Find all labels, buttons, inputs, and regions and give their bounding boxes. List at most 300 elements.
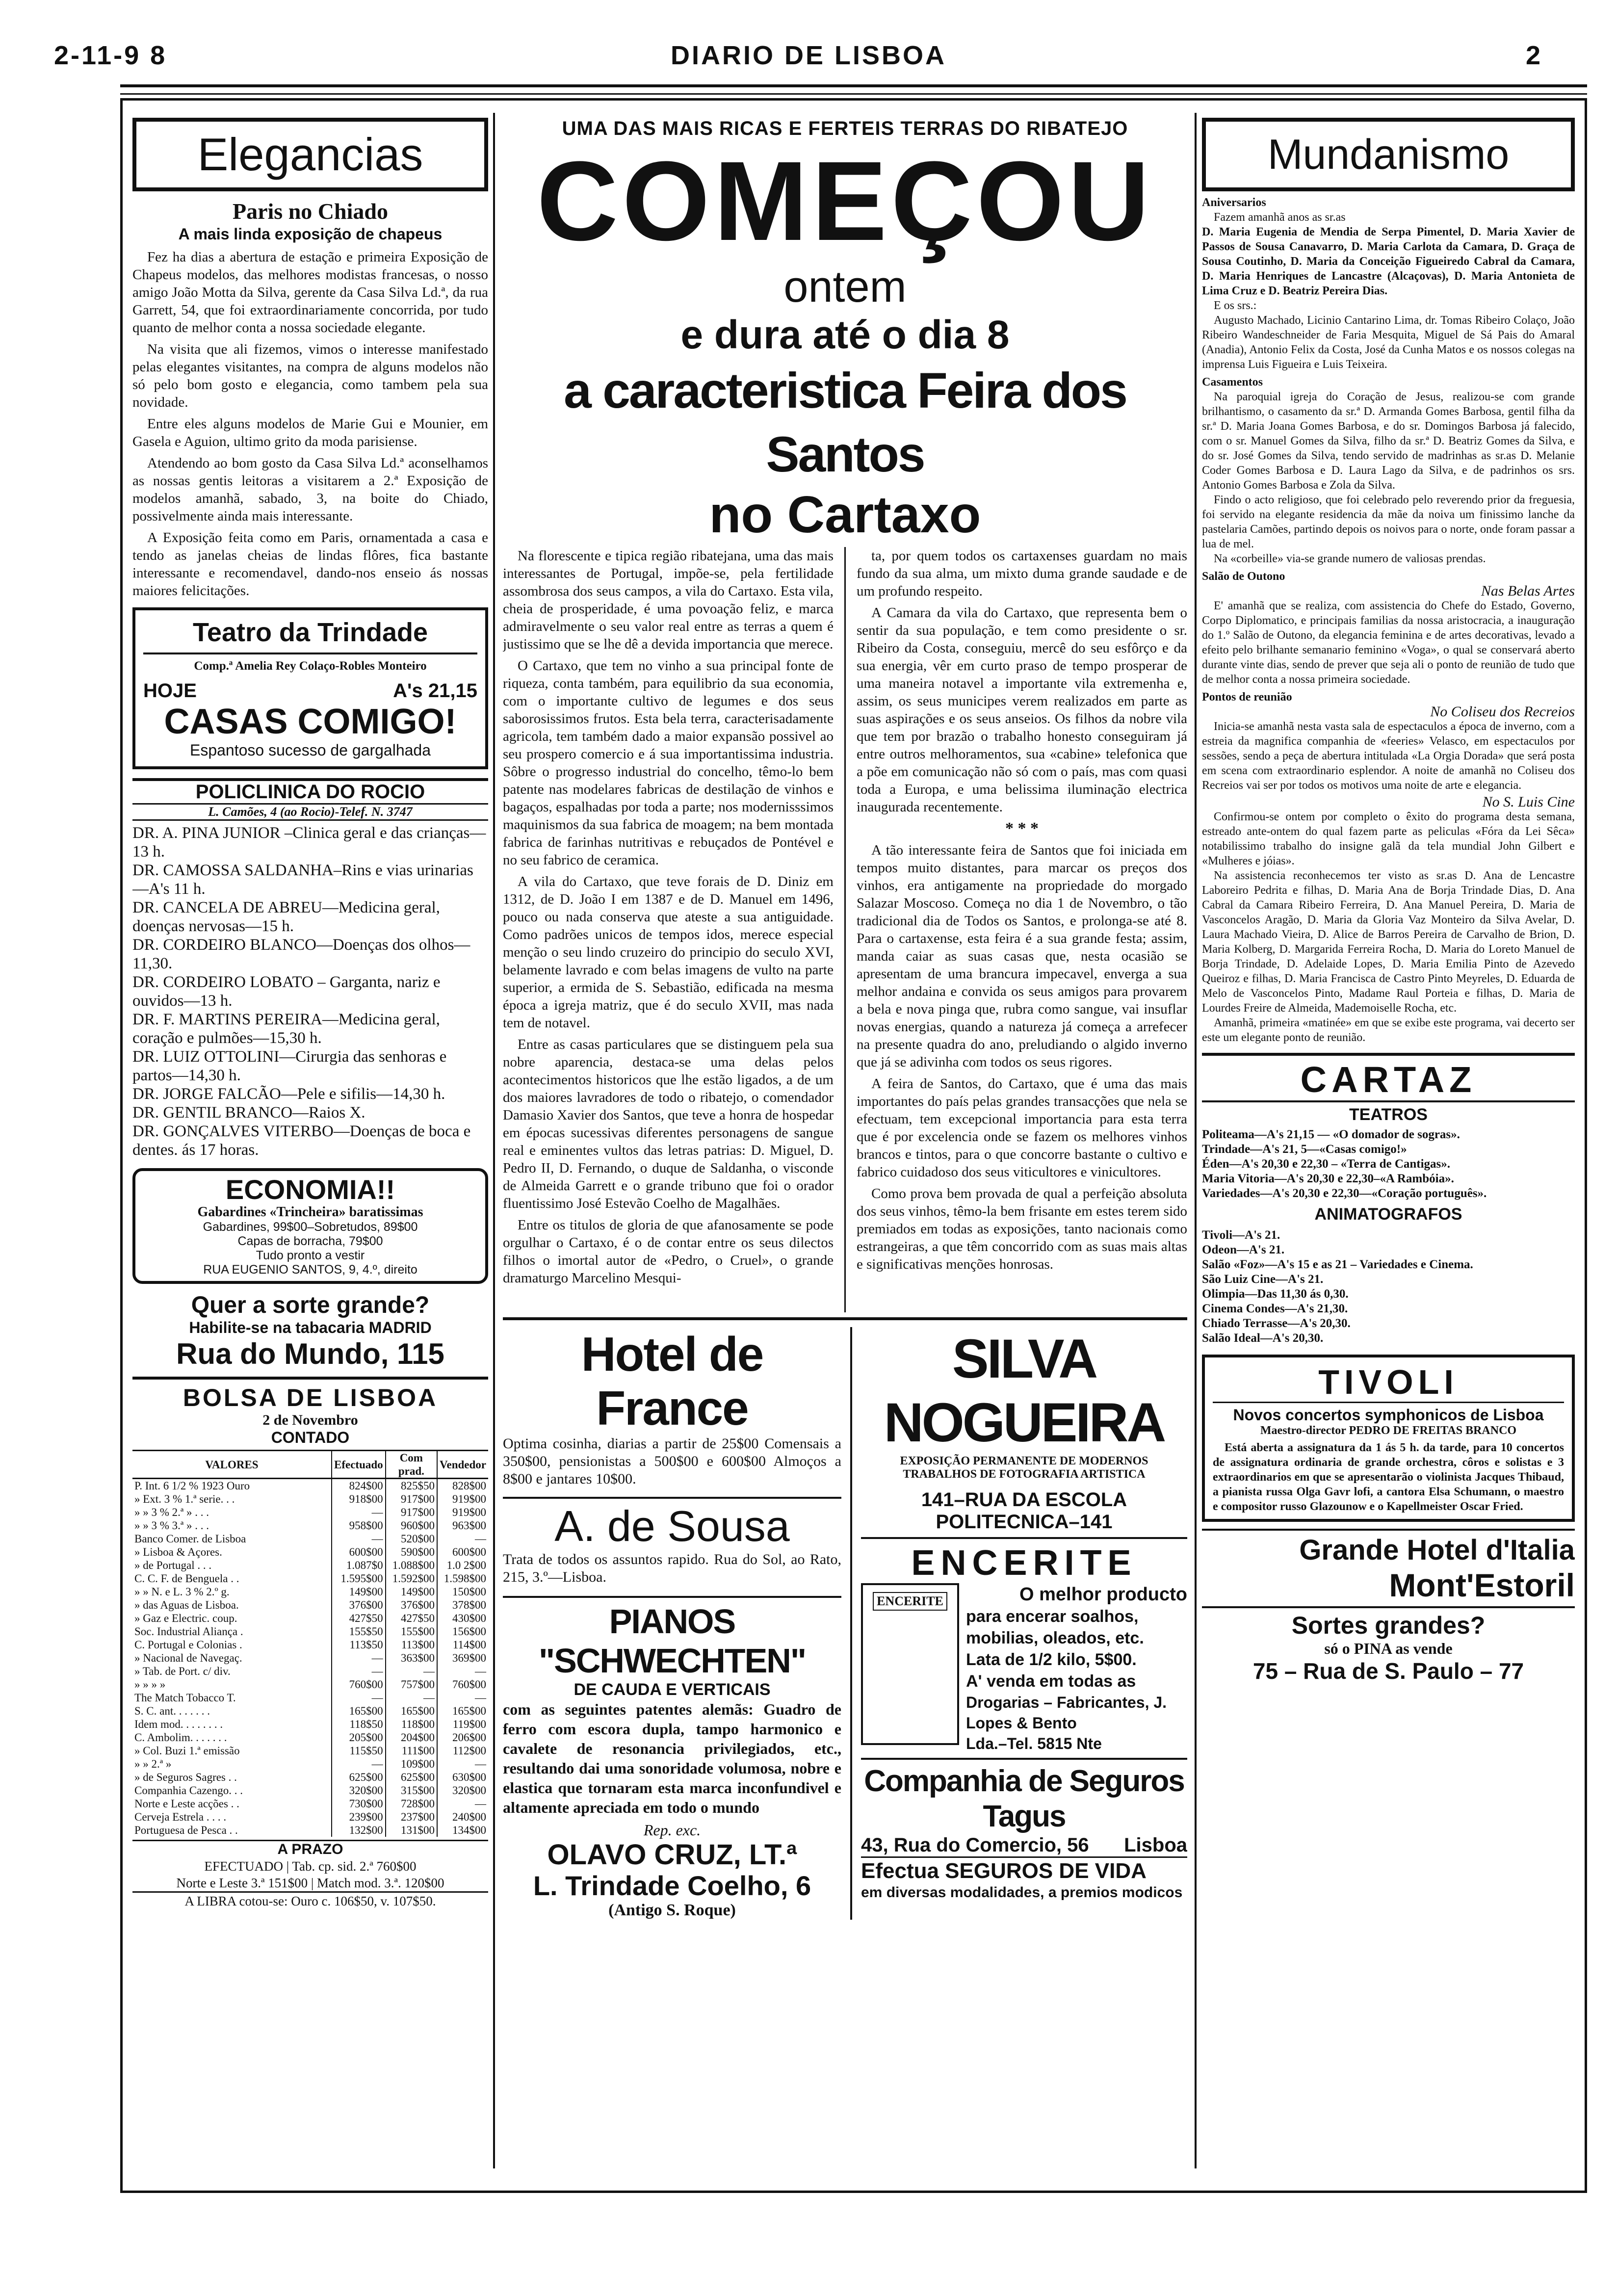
bolsa-price: 112$00	[437, 1744, 488, 1757]
casamentos-head: Casamentos	[1202, 376, 1263, 389]
bolsa-price: 1.0 2$00	[437, 1559, 488, 1572]
bolsa-price: —	[332, 1757, 386, 1771]
bolsa-price: 132$00	[332, 1824, 386, 1837]
doctor-entry: DR. LUIZ OTTOLINI—Cirurgia das senhoras e partos—14,30 h.	[132, 1048, 447, 1084]
newspaper-title: DIARIO DE LISBOA	[670, 41, 947, 70]
pontos-sub: No Coliseu dos Recreios	[1430, 704, 1575, 720]
anim-entry: Olimpia—Das 11,30 ás 0,30.	[1202, 1287, 1349, 1301]
cartaxo-paragraph: A vila do Cartaxo, que teve forais de D. Diniz em 1312, de D. João I em 1387 e de D. Manuel em 1496, pouco ou nada conserva que ateste a sua antiguidade. Como padrões unicos de tempos idos, merece especial menção o seu lindo cruzeiro do principio do seculo XVI, belamente lavrado e com belas imagens de vulto na parte superior, a ermida de S. Sebastião, edificada na mesma época a igreja matriz, que é do seculo XVII, mas nada tem de notavel.	[503, 874, 834, 1031]
masthead-rule	[120, 84, 1587, 87]
bolsa-price: —	[437, 1665, 488, 1678]
cartaxo-col-2	[857, 547, 1187, 1312]
encerite-can-image	[861, 1583, 959, 1745]
silva-nogueira-ad	[861, 1327, 1187, 1539]
casamentos-text: Na «corbeille» via-se grande numero de valiosas prendas.	[1214, 552, 1486, 565]
bolsa-price: 206$00	[437, 1731, 488, 1744]
bolsa-libra: A LIBRA cotou-se: Ouro c. 106$50, v. 107$50.	[132, 1891, 488, 1909]
bolsa-price: 149$00	[332, 1585, 386, 1598]
sousa-body: Trata de todos os assuntos rapido. Rua do Sol, ao Rato, 215, 3.º—Lisboa.	[503, 1551, 841, 1585]
bolsa-price: 237$00	[386, 1810, 437, 1824]
trindade-ad	[132, 607, 488, 769]
issue-date: 2-11-9 8	[54, 41, 167, 70]
elegancias-paragraph: Fez ha dias a abertura de estação e primeira Exposição de Chapeus modelos, das melhores modistas francesas, o nosso amigo João Motta da Silva, gerente da Casa Silva Ld.ª, da rua Garrett, 54, que foi extraordinariamente concorrida, por tudo quanto de melhor conta a nossa sociedade elegante.	[132, 249, 488, 336]
bolsa-price: 376$00	[332, 1598, 386, 1612]
bolsa-security: C. Portugal e Colonias .	[134, 1639, 242, 1651]
tagus-address-row	[861, 1834, 1187, 1858]
bolsa-price: 165$00	[386, 1704, 437, 1718]
bolsa-price: 520$00	[386, 1532, 437, 1545]
bolsa-row	[132, 1532, 488, 1545]
cine-sub: No S. Luis Cine	[1482, 794, 1575, 810]
cartaxo-headline-3: e dura até o dia 8	[680, 313, 1010, 357]
bolsa-security: Companhia Cazengo. . .	[134, 1784, 243, 1797]
bolsa-price: 828$00	[437, 1479, 488, 1493]
bolsa-security: » » N. e L. 3 % 2.º g.	[134, 1586, 230, 1598]
bolsa-header: VALORES	[132, 1451, 332, 1479]
bolsa-price: 1.598$00	[437, 1572, 488, 1585]
bolsa-price: 156$00	[437, 1625, 488, 1638]
bolsa-price: 315$00	[386, 1784, 437, 1797]
bolsa-price: 625$00	[386, 1771, 437, 1784]
casamentos-text: Findo o acto religioso, que foi celebrado pelo reverendo prior da freguesia, foi servido na elegante residencia da mãe da noiva um finissimo lanche da pastelaria Camões, partindo depois os noivos para o norte, onde foram passar a lua de mel.	[1202, 494, 1575, 550]
cartaz-section	[1202, 1053, 1575, 1346]
bolsa-row	[132, 1757, 488, 1771]
bolsa-price: 630$00	[437, 1771, 488, 1784]
bolsa-price: 825$50	[386, 1479, 437, 1493]
bolsa-price: 917$00	[386, 1492, 437, 1506]
bolsa-row	[132, 1585, 488, 1598]
bolsa-price: 958$00	[332, 1519, 386, 1532]
bolsa-price: 109$00	[386, 1757, 437, 1771]
column-rule-left	[493, 113, 495, 2168]
encerite-line: Lda.–Tel. 5815 Nte	[966, 1735, 1102, 1752]
sortes-line-3: 75 – Rua de S. Paulo – 77	[1252, 1658, 1524, 1684]
grande-hotel-line-1: Grande Hotel d'Italia	[1299, 1534, 1575, 1566]
encerite-line: para encerar soalhos,	[966, 1607, 1139, 1626]
cartaxo-body	[503, 547, 1187, 1312]
anim-entry: Salão Ideal—A's 20,30.	[1202, 1331, 1324, 1345]
cartaz-title: CARTAZ	[1202, 1059, 1575, 1102]
elegancias-subhead: Paris no Chiado	[233, 199, 388, 224]
anim-entry: Chiado Terrasse—A's 20,30.	[1202, 1317, 1351, 1330]
bolsa-price: 118$50	[332, 1718, 386, 1731]
anniv-head: Aniversarios	[1202, 196, 1266, 209]
bolsa-row	[132, 1784, 488, 1797]
bolsa-header: Com prad.	[386, 1451, 437, 1479]
bolsa-price: —	[437, 1532, 488, 1545]
bolsa-price: —	[332, 1691, 386, 1704]
sorte-line-2: Habilite-se na tabacaria MADRID	[189, 1319, 432, 1336]
bolsa-header: Vendedor	[437, 1451, 488, 1479]
bolsa-price: 378$00	[437, 1598, 488, 1612]
bolsa-price: 760$00	[332, 1678, 386, 1691]
silva-sub-2: TRABALHOS DE FOTOGRAFIA ARTISTICA	[903, 1468, 1146, 1481]
policlinica-title: POLICLINICA DO ROCIO	[132, 778, 488, 805]
encerite-line: Lata de 1/2 kilo, 5$00.	[966, 1650, 1137, 1669]
bolsa-price: —	[332, 1532, 386, 1545]
bolsa-security: Banco Comer. de Lisboa	[134, 1533, 246, 1545]
tagus-addr: 43, Rua do Comercio, 56	[861, 1834, 1089, 1856]
bolsa-price: 155$00	[386, 1625, 437, 1638]
bolsa-price: 165$00	[332, 1704, 386, 1718]
bolsa-price: 118$00	[386, 1718, 437, 1731]
masthead-rule-2	[120, 93, 1587, 95]
tagus-city: Lisboa	[1124, 1834, 1187, 1856]
encerite-body	[861, 1583, 1187, 1754]
left-column	[132, 118, 488, 2178]
cartaxo-kicker: UMA DAS MAIS RICAS E FERTEIS TERRAS DO RIBATEJO	[562, 118, 1128, 139]
tagus-line-2: em diversas modalidades, a premios modicos	[861, 1884, 1183, 1901]
cartaxo-paragraph: Na florescente e tipica região ribatejana, uma das mais interessantes de Portugal, impõe-se, pela fertilidade assombrosa dos seus campos, a vila do Cartaxo. Esta vila, cheia de prosperidade, é uma povoação feliz, e marca admiravelmente o seu valor real entre as terras a quem é justissimo que se lhe dê a devida importancia que merece.	[503, 548, 834, 652]
tagus-ad	[861, 1760, 1187, 1901]
economia-line: Gabardines «Trincheira» baratissimas	[197, 1204, 423, 1220]
elegancias-paragraph: Entre eles alguns modelos de Marie Gui e Mounier, em Gasela e Aguion, ultimo grito da moda parisiense.	[132, 416, 488, 449]
sorte-ad	[132, 1292, 488, 1371]
bolsa-mode: CONTADO	[271, 1429, 350, 1446]
encerite-line: A' venda em todas as	[966, 1672, 1136, 1691]
bolsa-table	[132, 1450, 488, 1837]
bolsa-security: Norte e Leste acções . .	[134, 1798, 239, 1810]
tivoli-sub: Novos concertos symphonicos de Lisboa	[1233, 1406, 1544, 1424]
pianos-firm: OLAVO CRUZ, LT.ª	[547, 1839, 797, 1871]
bolsa-row	[132, 1810, 488, 1824]
cartaxo-paragraph: A feira de Santos, do Cartaxo, que é uma das mais importantes do país pelas grandes transacções que nela se efectuam, tem excepcional importancia para esta terra que é por excelencia onde se fazem os melhores vinhos brancos e tintos, para o que concorre bastante o cultivo e fabrico cuidadoso dos seus viticultores e vinicultores.	[857, 1076, 1187, 1180]
bolsa-price: 239$00	[332, 1810, 386, 1824]
bolsa-price: 963$00	[437, 1519, 488, 1532]
encerite-can-label: ENCERITE	[873, 1592, 947, 1611]
bolsa-security: Idem mod. . . . . . . .	[134, 1718, 223, 1730]
bolsa-price: 320$00	[437, 1784, 488, 1797]
tivoli-body: Está aberta a assignatura da 1 ás 5 h. da tarde, para 10 concertos de assignatura ordinaria de grande orchestra, côros e solistas e 3 extraordinarios em que se apresentarão o violinista Jacques Thibaud, a pianista russa Olga Gavr lofi, a cantora Elsa Schumann, o maestro e compositor russo Glazounow e o Kapellmeister Oscar Fried.	[1213, 1441, 1564, 1513]
pianos-sub: DE CAUDA E VERTICAIS	[574, 1680, 771, 1699]
trindade-company: Comp.ª Amelia Rey Colaço-Robles Monteiro	[194, 659, 427, 673]
bolsa-row	[132, 1731, 488, 1744]
pianos-body: com as seguintes patentes alemãs: Guadro de ferro com escora dupla, tampo harmonico e cavalete de resonancia privilegiados, etc., resultando dai uma sonoridade volumosa, nobre e elastica que tornaram esta marca inconfundivel e altamente apreciada em todo o mundo	[503, 1700, 841, 1816]
bolsa-price: 155$50	[332, 1625, 386, 1638]
bolsa-row	[132, 1559, 488, 1572]
encerite-line: Drogarias – Fabricantes, J. Lopes & Bento	[966, 1694, 1167, 1732]
sortes-line-1: Sortes grandes?	[1291, 1612, 1486, 1639]
bolsa-price: 240$00	[437, 1810, 488, 1824]
bolsa-price: 824$00	[332, 1479, 386, 1493]
bolsa-row	[132, 1545, 488, 1559]
anim-entry: Cinema Condes—A's 21,30.	[1202, 1302, 1348, 1315]
encerite-line: mobilias, oleados, etc.	[966, 1629, 1144, 1647]
doctor-entry: DR. CORDEIRO LOBATO – Garganta, nariz e ouvidos—13 h.	[132, 973, 441, 1010]
bolsa-price: 919$00	[437, 1506, 488, 1519]
bolsa-security: » Lisboa & Açores.	[134, 1546, 222, 1558]
doctor-entry: DR. GONÇALVES VITERBO—Doenças de boca e dentes. ás 17 horas.	[132, 1122, 471, 1159]
sorte-line-3: Rua do Mundo, 115	[176, 1337, 444, 1370]
bolsa-price: 918$00	[332, 1492, 386, 1506]
bolsa-price: 131$00	[386, 1824, 437, 1837]
trindade-rule	[143, 652, 477, 654]
bolsa-price: 427$50	[332, 1612, 386, 1625]
teatro-entry: Variedades—A's 20,30 e 22,30—«Coração português».	[1202, 1187, 1487, 1200]
tivoli-maestro: Maestro-director PEDRO DE FREITAS BRANCO	[1260, 1424, 1517, 1437]
casamentos-text: Na paroquial igreja do Coração de Jesus, realizou-se com grande brilhantismo, o casamento da sr.ª D. Armanda Gomes Barbosa, gentil filha da sr.ª D. Maria Joana Gomes Barbosa, e do sr. Domingos Barbosa já falecido, com o sr. Manuel Gomes da Silva, filho da sr.ª D. Beatriz Gomes da Silva, e do sr. José Gomes da Silva, tendo servido de madrinhas as sr.as D. Melanie Coder Gomes Barbosa e D. Laura Lago da Silva, e de padrinhos os srs. Antonio Gomes Barbosa e Zola da Silva.	[1202, 391, 1575, 492]
elegancias-paragraph: A Exposição feita como em Paris, ornamentada a casa e tendo as janelas cheias de lindas flôres, fica bastante interessante e recomendavel, dando-nos enseio ás nossas maiores felicitações.	[132, 530, 488, 599]
hotel-france-title: Hotel de France	[581, 1327, 763, 1435]
bolsa-price: —	[386, 1691, 437, 1704]
bolsa-price: 114$00	[437, 1638, 488, 1651]
bolsa-security: C. C. F. de Benguela . .	[134, 1572, 239, 1585]
bolsa-header: Efectuado	[332, 1451, 386, 1479]
hotel-france-ad	[503, 1327, 841, 1499]
anniv-men-intro: E os srs.:	[1214, 299, 1257, 312]
anim-entry: Odeon—A's 21.	[1202, 1243, 1285, 1256]
bolsa-security: » de Seguros Sagres . .	[134, 1771, 237, 1783]
bolsa-security: » » » »	[134, 1678, 166, 1691]
bolsa-price: 430$00	[437, 1612, 488, 1625]
doctor-entry: DR. CORDEIRO BLANCO—Doenças dos olhos—11,30.	[132, 936, 470, 972]
bolsa-price: 1.087$0	[332, 1559, 386, 1572]
bolsa-price: 919$00	[437, 1492, 488, 1506]
page-number: 2	[1526, 41, 1543, 70]
bolsa-price: —	[332, 1506, 386, 1519]
economia-ad	[132, 1168, 488, 1284]
tagus-line: Efectua SEGUROS DE VIDA	[861, 1859, 1147, 1883]
right-column	[1202, 118, 1575, 2178]
bolsa-row	[132, 1744, 488, 1757]
bolsa-norte: Norte e Leste 3.ª 151$00 | Match mod. 3.ª. 120$00	[176, 1876, 444, 1890]
bolsa-security: Soc. Industrial Aliança .	[134, 1625, 243, 1638]
teatros-head: TEATROS	[1349, 1105, 1428, 1124]
bolsa-title: BOLSA DE LISBOA	[183, 1384, 438, 1411]
cine-text: Amanhã, primeira «matinée» em que se exibe este programa, vai decerto ser este um elegante ponto de reunião.	[1202, 1017, 1575, 1044]
economia-line: Capas de borracha, 79$00	[237, 1234, 383, 1248]
encerite-line: O melhor producto	[1019, 1584, 1187, 1605]
cine-text: Confirmou-se ontem por completo o êxito do programa desta semana, estreado ante-ontem do qual fazem parte as peliculas «Fóra da Lei Sêca» notabilissimo trabalho do insigne galã da tela mundial John Gilbert e «Mulheres e jóias».	[1202, 810, 1575, 867]
pontos-text: Inicia-se amanhã nesta vasta sala de espectaculos a época de inverno, com a estreia da magnifica companhia de «feeries» Velasco, em espectaculos por sessões, sendo a peça de abertura intitulada «La Orgia Dorada» que será posta em scena com extraordinario esplendor. A noite de amanhã no Coliseu dos Recreios vai ser por todos os motivos uma noite de arte e elegancia.	[1202, 720, 1575, 792]
bolsa-price: 960$00	[386, 1519, 437, 1532]
bolsa-price: 369$00	[437, 1651, 488, 1665]
teatro-entry: Maria Vitoria—A's 20,30 e 22,30–«A Rambóia».	[1202, 1172, 1454, 1185]
bolsa-security: The Match Tobacco T.	[134, 1692, 236, 1704]
trindade-schedule	[143, 680, 477, 702]
cartaxo-paragraph: Entre os titulos de gloria de que afanosamente se pode orgulhar o Cartaxo, é o de contar entre os seus dilectos filhos o imortal autor de «Pedro, o Cruel», o grande dramaturgo Marcelino Mesqui-	[503, 1217, 834, 1286]
bolsa-security: » das Aguas de Lisboa.	[134, 1599, 239, 1611]
teatro-entry: Éden—A's 20,30 e 22,30 – «Terra de Cantigas».	[1202, 1157, 1451, 1171]
bolsa-security: » Col. Buzi 1.ª emissão	[134, 1745, 240, 1757]
pianos-ad	[503, 1598, 841, 1920]
teatro-entry: Politeama—A's 21,15 — «O domador de sogras».	[1202, 1128, 1460, 1141]
bolsa-row	[132, 1771, 488, 1784]
cartaxo-paragraph: O Cartaxo, que tem no vinho a sua principal fonte de riqueza, conta também, para equilibrio da sua economia, com o importante cultivo de legumes e dos seus saborosissimos frutos. Esta bela terra, caracterisadamente agricola, tem também dado a maior expansão possivel ao seu prospero comercio e á sua importantissima industria. Sôbre o progresso industrial do concelho, têmo-lo bem patente nas modelares fabricas de destilação de vinhos e bagaços, espalhadas por toda a parte; nos modernisssimos maquinismos da sua fabrica de moagem; na bem montada fabrica de farinhas nutritivas e rebuçados de Pontével e no seu fabrico de ceramica.	[503, 658, 834, 868]
sortes-line-2: só o PINA as vende	[1324, 1640, 1453, 1657]
silva-title: SILVA NOGUEIRA	[884, 1328, 1165, 1453]
cartaxo-headline-4: a caracteristica Feira dos Santos	[564, 363, 1126, 482]
bolsa-table-body	[132, 1479, 488, 1837]
cartaxo-paragraph: ta, por quem todos os cartaxenses guardam no mais fundo da sua alma, um mixto duma grande saudade e de um profundo respeito.	[857, 548, 1187, 599]
ads-left	[503, 1327, 841, 1920]
bolsa-date: 2 de Novembro	[262, 1412, 358, 1428]
economia-line: Gabardines, 99$00–Sobretudos, 89$00	[203, 1220, 418, 1234]
bolsa-aprazo: A PRAZO	[132, 1840, 488, 1858]
bolsa-price: 376$00	[386, 1598, 437, 1612]
anim-entry: Salão «Foz»—A's 15 e as 21 – Variedades e Cinema.	[1202, 1258, 1473, 1271]
bolsa-price: 320$00	[332, 1784, 386, 1797]
doctor-entry: DR. A. PINA JUNIOR –Clinica geral e das crianças—13 h.	[132, 824, 486, 861]
salao-head: Salão de Outono	[1202, 570, 1285, 583]
tivoli-title: TIVOLI	[1213, 1362, 1564, 1403]
bolsa-price: 150$00	[437, 1585, 488, 1598]
bolsa-price: —	[437, 1757, 488, 1771]
pianos-title: PIANOS "SCHWECHTEN"	[538, 1602, 806, 1680]
trindade-time: A's 21,15	[393, 680, 477, 702]
bolsa-row	[132, 1704, 488, 1718]
elegancias-heading: Elegancias	[197, 129, 423, 180]
bolsa-security: » » 3 % 3.ª » . . .	[134, 1519, 209, 1532]
cartaxo-separator: * * *	[1005, 819, 1039, 837]
column-rule-right	[1195, 113, 1197, 2168]
cartaxo-paragraph: A tão interessante feira de Santos que foi iniciada em tempos muito distantes, para marcar os preços dos vinhos, era antigamente na propriedade do morgado Salazar Moscoso. Começa no dia 1 de Novembro, o tão tradicional dia de Todos os Santos, e prolonga-se até 8. Para o cartaxense, esta feira é a sua grande festa; assim, manda caiar as suas casas que, nesta ocasião se apresentam de uma brancura impecavel, enverga a sua melhor andaina e convida os seus amigos para provarem a bela e nova pinga que, rubra como sangue, vai insuflar novas energias, quando a natureza já começa a arrefecer na presente quadra do ano, preludiando o algido inverno que já se adivinha com todos os seus rigores.	[857, 842, 1187, 1070]
ads-divider	[850, 1327, 852, 1920]
bolsa-security: » de Portugal . . .	[134, 1559, 212, 1571]
silva-sub-1: EXPOSIÇÃO PERMANENTE DE MODERNOS	[900, 1455, 1148, 1467]
bolsa-price: 600$00	[332, 1545, 386, 1559]
trindade-today: HOJE	[143, 680, 197, 702]
grande-hotel-line-2: Mont'Estoril	[1389, 1567, 1575, 1603]
bolsa-price: 1.595$00	[332, 1572, 386, 1585]
bolsa-security: » Gaz e Electric. coup.	[134, 1612, 237, 1624]
bolsa-price: 165$00	[437, 1704, 488, 1718]
ads-right	[861, 1327, 1187, 1920]
cartaxo-headline-2: ontem	[783, 262, 907, 312]
pianos-rep: Rep. exc.	[643, 1821, 701, 1839]
bolsa-price: 134$00	[437, 1824, 488, 1837]
economia-line: RUA EUGENIO SANTOS, 9, 4.º, direito	[203, 1263, 417, 1277]
bolsa-price: —	[332, 1651, 386, 1665]
bolsa-price: 600$00	[437, 1545, 488, 1559]
cartaxo-headline-5: no Cartaxo	[709, 486, 981, 544]
bolsa-price: 205$00	[332, 1731, 386, 1744]
bolsa-price: 427$50	[386, 1612, 437, 1625]
bolsa-row	[132, 1598, 488, 1612]
doctor-entry: DR. GENTIL BRANCO—Raios X.	[132, 1104, 365, 1122]
bolsa-price: 149$00	[386, 1585, 437, 1598]
bolsa-price: 625$00	[332, 1771, 386, 1784]
pontos-head: Pontos de reunião	[1202, 691, 1292, 704]
bolsa-row	[132, 1572, 488, 1585]
bolsa-price: —	[332, 1665, 386, 1678]
bolsa-row	[132, 1479, 488, 1493]
tivoli-ad	[1202, 1355, 1575, 1522]
elegancias-paragraph: Na visita que ali fizemos, vimos o interesse manifestado pelas elegantes visitantes, na compra de alguns modelos não só pelo bom gosto e elegancia, como tambem pela sua novidade.	[132, 341, 488, 410]
bolsa-row	[132, 1691, 488, 1704]
cartaxo-headline-1: COMEÇOU	[536, 138, 1154, 264]
salao-text: E' amanhã que se realiza, com assistencia do Chefe do Estado, Governo, Corpo Diplomatico, e principais familias da nossa aristocracia, a inauguração do 1.º Salão de Outono, da elegancia feminina e de artes decorativas, levado a efeito pelo brilhante semanario feminino «Voga», o qual se conservará aberto durante vinte dias, sendo de prever que seja ali o ponto de reunião de tudo que de melhor conta a nossa primeira sociedade.	[1202, 600, 1575, 686]
cartaxo-col-1	[503, 547, 834, 1312]
cartaxo-paragraph: A Camara da vila do Cartaxo, que representa bem o sentir da sua população, e tem como presidente o sr. Ribeiro da Costa, conseguiu, mercê do seu esfôrço e da sua energia, vêr em curto praso de tempo prosperar de uma maneira notavel a importante vila extremenha e, assim, os seus municipes verem realizados em parte as suas aspirações e os seus anseios. Os filhos da nobre vila que tem por brazão o trabalho honesto conseguiram já entre outros melhoramentos, sua «cabine» telefonica que a põe em comunicação não só com o país, mas com quasi toda a Europa, e uma belissima iluminação electrica inaugurada recentemente.	[857, 605, 1187, 815]
pianos-addr: L. Trindade Coelho, 6	[533, 1870, 811, 1901]
bolsa-security: Portuguesa de Pesca . .	[134, 1824, 238, 1836]
cartaxo-paragraph: Entre as casas particulares que se distinguem pela sua nobre aparencia, destaca-se uma delas pelos acontecimentos historicos que lhe estão ligados, a de um dos maiores lavradores de todo o ribatejo, o comendador Damasio Xavier dos Santos, que teve a honra de hospedar em épocas sucessivas diferentes personagens de sangue real e eminentes vultos das letras patrias: D. Miguel, D. Pedro II, D. Fernando, o duque de Saldanha, o visconde de Almeida Garrett e o grande tribuno que foi o orador fluentissimo José Estevão Coelho de Magalhães.	[503, 1037, 834, 1211]
bolsa-security: » » 2.ª »	[134, 1758, 172, 1770]
mundanismo-heading: Mundanismo	[1267, 130, 1510, 178]
elegancias-heading-box	[132, 118, 488, 191]
doctor-entry: DR. JORGE FALCÃO—Pele e sifilis—14,30 h.	[132, 1085, 445, 1103]
bolsa-price: 1.592$00	[386, 1572, 437, 1585]
sousa-ad	[503, 1499, 841, 1598]
bolsa-row	[132, 1638, 488, 1651]
bolsa-security: P. Int. 6 1/2 % 1923 Ouro	[134, 1480, 250, 1492]
encerite-title: ENCERITE	[911, 1543, 1137, 1583]
policlinica-ad	[132, 778, 488, 1159]
anniv-intro: Fazem amanhã anos as sr.as	[1214, 211, 1346, 224]
cartaxo-paragraph: Como prova bem provada de qual a perfeição absoluta dos seus vinhos, têmo-la bem frisante em estes terem sido premiados em todas as exposições, tanto nacionais como estrangeiras, a que têm concorrido com as suas mais altas e significativas menções honrosas.	[857, 1186, 1187, 1272]
anniv-ladies: D. Maria Eugenia de Mendia de Serpa Pimentel, D. Maria Xavier de Passos de Sousa Canavarro, D. Maria Carlota da Camara, D. Graça de Sousa Coutinho, D. Maria da Conceição Figueiredo Cabral da Camara, D. Maria Henriques de Lancastre (Alcaçovas), D. Maria Antonieta de Lima Cruz e D. Beatriz Pereira Dias.	[1202, 226, 1575, 297]
ads-area	[503, 1327, 1187, 1920]
bolsa-security: Cerveja Estrela . . . .	[134, 1811, 227, 1823]
hotel-france-body: Optima cosinha, diarias a partir de 25$00 Comensais a 350$00, pensionistas a 500$00 e 600$00 Almoços a 8$00 e jantares 10$00.	[503, 1435, 841, 1487]
bolsa-price: 917$00	[386, 1506, 437, 1519]
bolsa-price: 113$00	[386, 1638, 437, 1651]
mundanismo-heading-box	[1202, 118, 1575, 191]
bolsa-row	[132, 1824, 488, 1837]
cine-text: Na assistencia reconhecemos ter visto as sr.as D. Ana de Lencastre Laboreiro Pedrita e filhas, D. Maria Ana de Borja Trindade Dias, D. Ana Cabral da Camara Ribeiro Ferreira, D. Ana Manuel Pereira, D. Maria de Vasconcelos Aragão, D. Maria da Gloria Vaz Monteiro da Silva Avelar, D. Laura Machado Vieira, D. Alice de Barros Pereira de Carvalho de Brion, D. Maria Kolberg, D. Margarida Ferreira Rocha, D. Maria do Loreto Manuel de Borja Trindade, D. Adelaide Lopes, D. Maria Emilia Pinto de Azevedo Queiroz e filhas, D. Maria Francisca de Castro Pinto Meyreles, D. Eduarda de Melo de Vasconcelos Pinto, Madame Raul Porteia e filhas, D. Maria de Lourdes Freire de Almeida, Mademoiselle Rocha, etc.	[1202, 869, 1575, 1015]
bolsa-row	[132, 1718, 488, 1731]
cartaxo-divider	[844, 547, 846, 1312]
policlinica-address: L. Camões, 4 (ao Rocio)-Telef. N. 3747	[132, 805, 488, 821]
sortes-ad	[1202, 1611, 1575, 1684]
bolsa-price: 728$00	[386, 1797, 437, 1810]
bolsa-price: —	[386, 1665, 437, 1678]
bolsa-price: 760$00	[437, 1678, 488, 1691]
anim-entry: Tivoli—A's 21.	[1202, 1228, 1280, 1242]
elegancias-lead: A mais linda exposição de chapeus	[178, 225, 443, 243]
elegancias-paragraph: Atendendo ao bom gosto da Casa Silva Ld.ª aconselhamos as nossas gentis leitoras a visitarem a 2.ª Exposição de modelos amanhã, sabado, 3, na boite do Chiado, possivelmente ainda mais interessante.	[132, 455, 488, 524]
doctor-entry: DR. F. MARTINS PEREIRA—Medicina geral, coração e pulmões—15,30 h.	[132, 1011, 440, 1047]
anim-entry: São Luiz Cine—A's 21.	[1202, 1273, 1324, 1286]
bolsa-row	[132, 1612, 488, 1625]
salao-sub: Nas Belas Artes	[1481, 583, 1575, 599]
bolsa-price: 111$00	[386, 1744, 437, 1757]
encerite-ad	[861, 1539, 1187, 1760]
bolsa-row	[132, 1519, 488, 1532]
bolsa-price: 363$00	[386, 1651, 437, 1665]
anim-head: ANIMATOGRAFOS	[1314, 1205, 1462, 1224]
sousa-title: A. de Sousa	[554, 1502, 790, 1550]
bolsa-security: S. C. ant. . . . . . .	[134, 1705, 210, 1717]
bolsa-price: 590$00	[386, 1545, 437, 1559]
center-column	[503, 118, 1187, 2178]
bolsa-price: 119$00	[437, 1718, 488, 1731]
bolsa-row	[132, 1665, 488, 1678]
bolsa-security: » Nacional de Navegaç.	[134, 1652, 242, 1664]
bolsa-row	[132, 1625, 488, 1638]
silva-addr: 141–RUA DA ESCOLA POLITECNICA–141	[921, 1489, 1127, 1533]
trindade-play: CASAS COMIGO!	[164, 702, 457, 741]
bolsa-security: » Ext. 3 % 1.ª serie. . .	[134, 1493, 235, 1505]
sorte-line-1: Quer a sorte grande?	[191, 1292, 430, 1318]
teatro-entry: Trindade—A's 21, 5—«Casas comigo!»	[1202, 1143, 1407, 1156]
bolsa-security: C. Ambolim. . . . . . .	[134, 1731, 227, 1744]
bolsa-price: 115$50	[332, 1744, 386, 1757]
bolsa-price: —	[437, 1691, 488, 1704]
doctor-entry: DR. CAMOSSA SALDANHA–Rins e vias urinarias—A's 11 h.	[132, 861, 473, 898]
mundanismo-body	[1202, 195, 1575, 1045]
bolsa-efectuado: EFECTUADO | Tab. cp. sid. 2.ª 760$00	[204, 1859, 417, 1874]
doctor-entry: DR. CANCELA DE ABREU—Medicina geral, doenças nervosas—15 h.	[132, 899, 440, 935]
trindade-tagline: Espantoso sucesso de gargalhada	[189, 741, 431, 759]
bolsa-security: » Tab. de Port. c/ div.	[134, 1665, 231, 1677]
bolsa-row	[132, 1506, 488, 1519]
bolsa-security: » » 3 % 2.ª » . . .	[134, 1506, 209, 1518]
anniv-men: Augusto Machado, Licinio Cantarino Lima, dr. Tomas Ribeiro Colaço, João Ribeiro Wandeschneider de Faria Mesquita, Miguel de Sá Pais do Amaral (Anadia), Antonio Felix da Costa, José da Cunha Matos e os nossos colegas na imprensa Luis Figueira e Luis Teixeira.	[1202, 314, 1575, 371]
pianos-addr2: (Antigo S. Roque)	[608, 1901, 736, 1919]
economia-line: Tudo pronto a vestir	[256, 1249, 365, 1262]
